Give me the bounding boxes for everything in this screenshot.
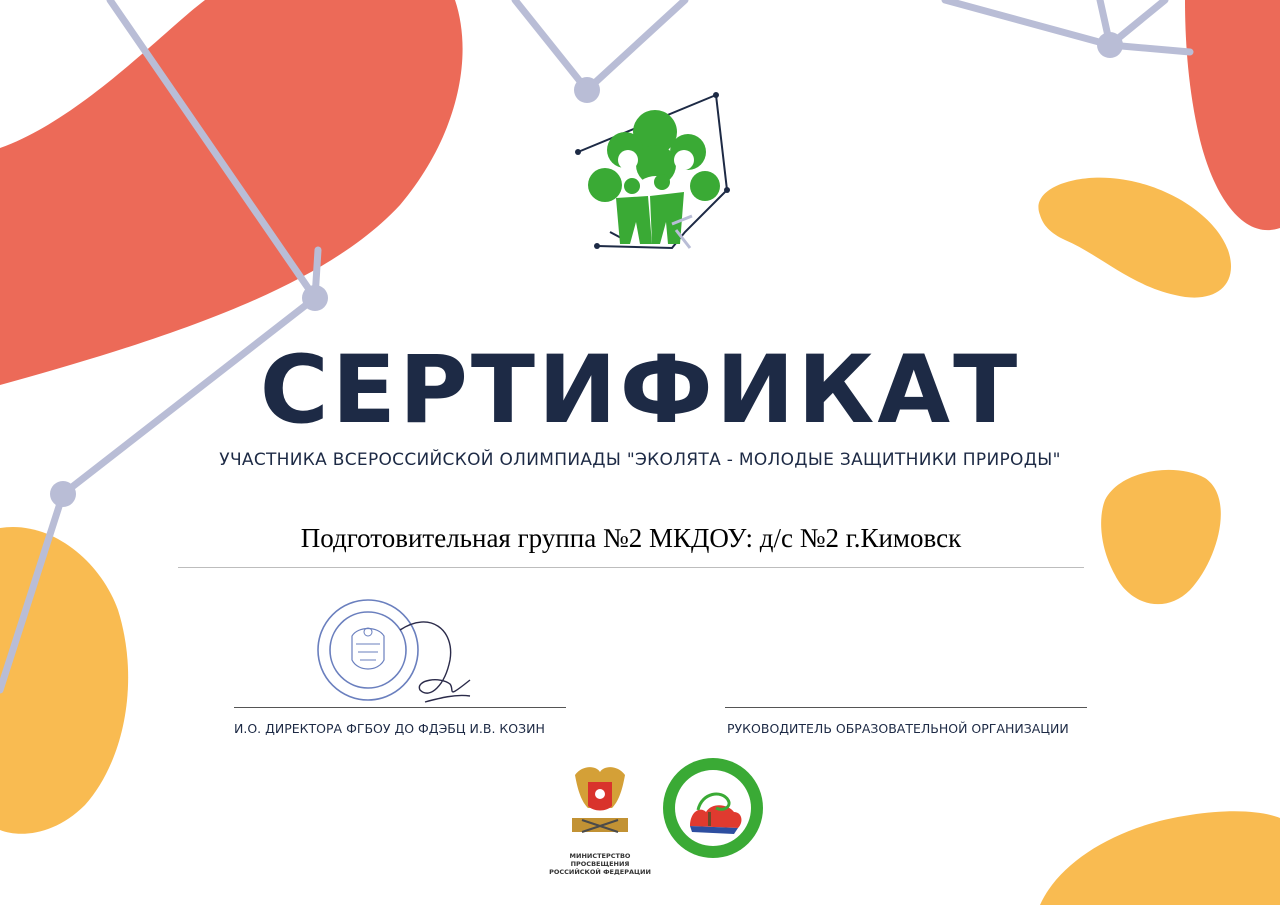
recipient-name: Подготовительная группа №2 МКДОУ: д/с №2 г.Кимовск — [300, 523, 962, 553]
ministry-caption-line2: РОССИЙСКОЙ ФЕДЕРАЦИИ — [549, 868, 651, 876]
network-node — [302, 285, 328, 311]
yellow-blob-bottom-left — [0, 527, 128, 834]
left-signature-line — [234, 707, 566, 708]
coral-blob-top-left — [0, 0, 463, 385]
official-stamp — [318, 600, 418, 700]
certificate-title: СЕРТИФИКАТ — [259, 336, 1021, 445]
ministry-emblem — [572, 767, 628, 832]
right-signature-line — [725, 707, 1087, 708]
certificate-subtitle: УЧАСТНИКА ВСЕРОССИЙСКОЙ ОЛИМПИАДЫ "ЭКОЛЯТА - МОЛОДЫЕ ЗАЩИТНИКИ ПРИРОДЫ" — [219, 450, 1061, 470]
ministry-caption — [540, 852, 660, 876]
network-node — [1097, 32, 1123, 58]
right-signature-label: РУКОВОДИТЕЛЬ ОБРАЗОВАТЕЛЬНОЙ ОРГАНИЗАЦИИ — [727, 721, 1069, 736]
yellow-blob-bottom-right — [1040, 811, 1280, 905]
network-node — [50, 481, 76, 507]
left-signature-label: И.О. ДИРЕКТОРА ФГБОУ ДО ФДЭБЦ И.В. КОЗИН — [234, 721, 545, 736]
ecobiocentre-logo — [663, 758, 763, 858]
yellow-blob-right-middle — [1101, 470, 1221, 604]
director-signature — [400, 622, 470, 702]
ecolyata-logo — [575, 92, 730, 249]
coral-blob-top-right — [1185, 0, 1280, 230]
ministry-caption-line1: МИНИСТЕРСТВО ПРОСВЕЩЕНИЯ — [569, 852, 631, 868]
yellow-blob-right-upper — [1038, 178, 1231, 298]
recipient-underline — [178, 567, 1084, 568]
network-node — [574, 77, 600, 103]
